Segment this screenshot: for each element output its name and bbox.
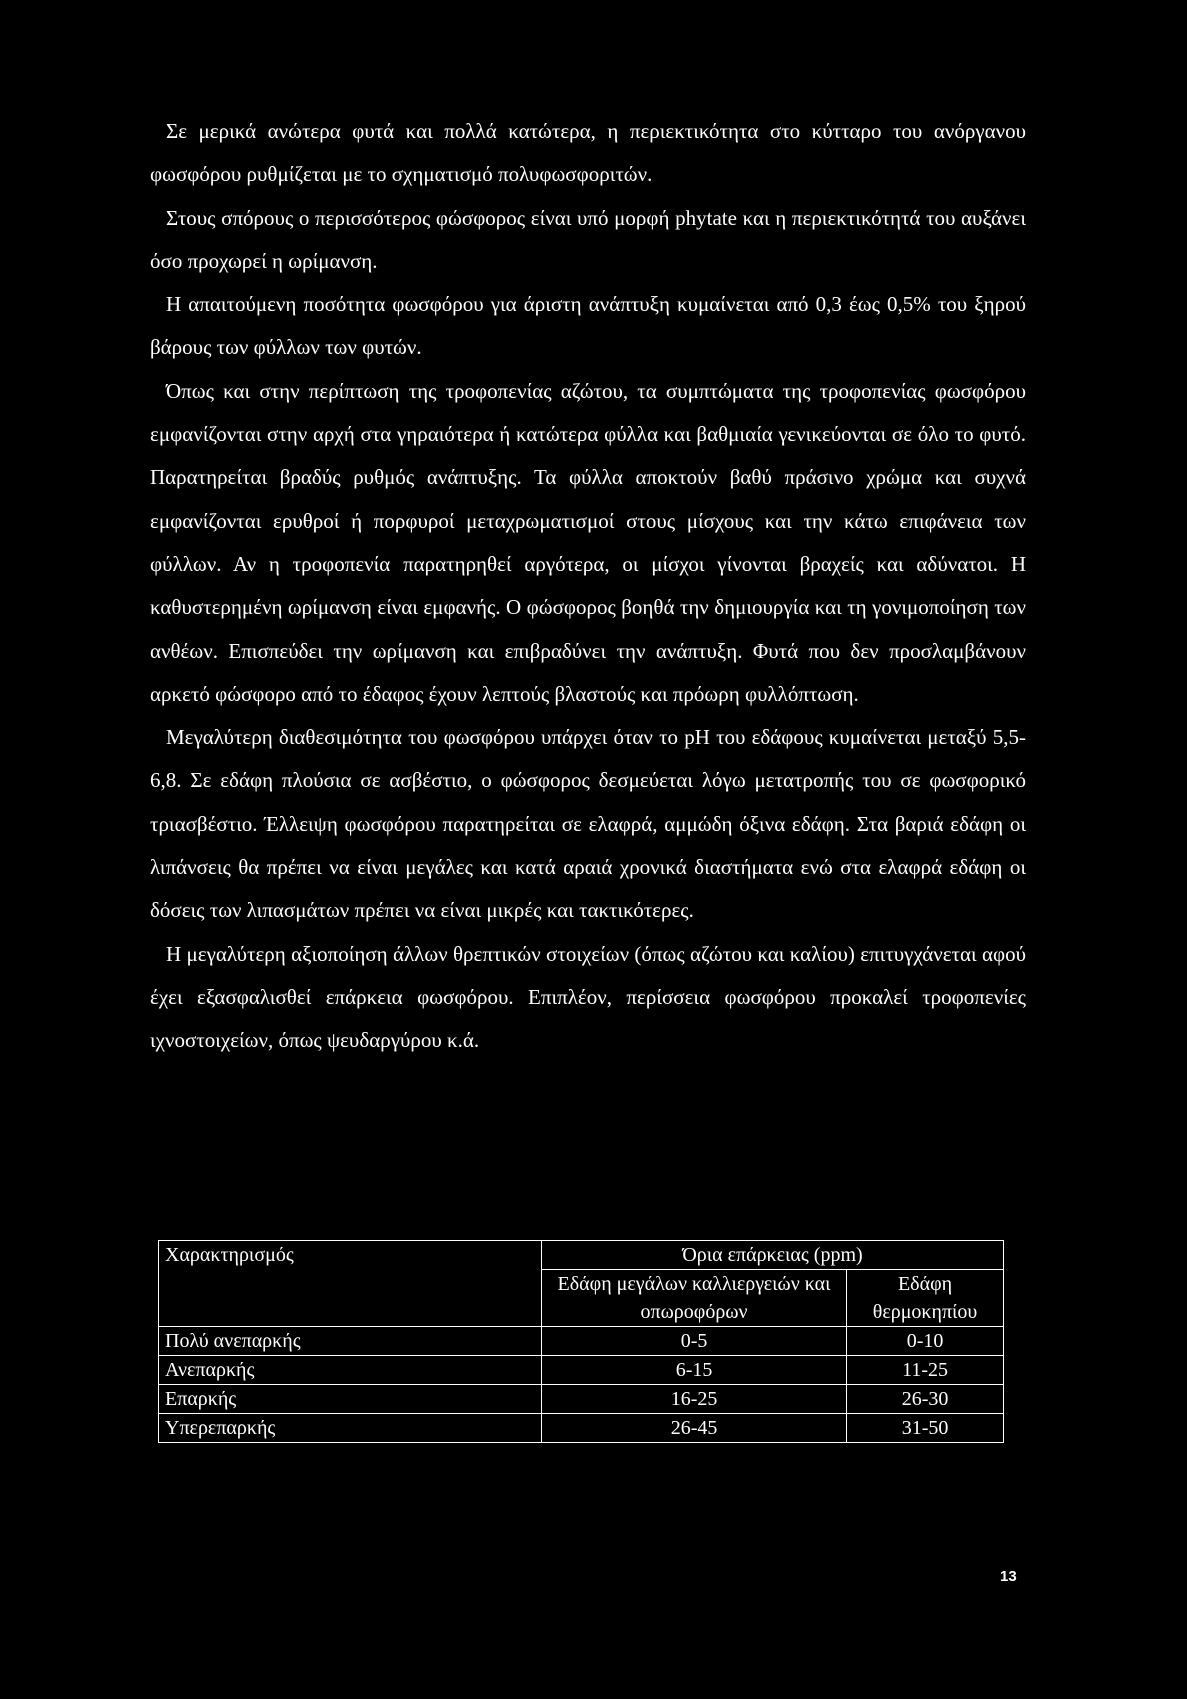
paragraph-2: Στους σπόρους ο περισσότερος φώσφορος είναι υπό μορφή phytate και η περιεκτικότητά του αυξάνει όσο προχωρεί η ωρίμανση.: [150, 205, 1026, 273]
row-greenhouse-value: 0-10: [847, 1327, 1004, 1356]
row-field-value: 0-5: [542, 1327, 847, 1356]
table-row: [159, 1414, 1004, 1443]
table-row: [159, 1356, 1004, 1385]
header-characterization: Χαρακτηρισμός: [159, 1241, 542, 1327]
paragraph-6: Η μεγαλύτερη αξιοποίηση άλλων θρεπτικών στοιχείων (όπως αζώτου και καλίου) επιτυγχάνεται αφού έχει εξασφαλισθεί επάρκεια φωσφόρου. Επιπλέον, περίσσεια φωσφόρου προκαλεί τροφοπενίες ιχνοστοιχείων, όπως ψευδαργύρου κ.ά.: [150, 941, 1026, 1053]
row-greenhouse-value: 26-30: [847, 1385, 1004, 1414]
table-header-row: [159, 1241, 1004, 1270]
row-field-value: 16-25: [542, 1385, 847, 1414]
paragraph-5: Μεγαλύτερη διαθεσιμότητα του φωσφόρου υπάρχει όταν το pH του εδάφους κυμαίνεται μεταξύ 5,5-6,8. Σε εδάφη πλούσια σε ασβέστιο, ο φώσφορος δεσμεύεται λόγω μετατροπής του σε φωσφορικό τριασβέστιο. Έλλειψη φωσφόρου παρατηρείται σε ελαφρά, αμμώδη όξινα εδάφη. Στα βαριά εδάφη οι λιπάνσεις θα πρέπει να είναι μεγάλες και κατά αραιά χρονικά διαστήματα ενώ στα ελαφρά εδάφη οι δόσεις των λιπασμάτων πρέπει να είναι μικρές και τακτικότερες.: [150, 725, 1026, 923]
row-label: Επαρκής: [159, 1385, 542, 1414]
row-label: Πολύ ανεπαρκής: [159, 1327, 542, 1356]
row-field-value: 6-15: [542, 1356, 847, 1385]
page-number: 13: [1000, 1568, 1017, 1585]
header-field-soils: Εδάφη μεγάλων καλλιεργειών και οπωροφόρων: [542, 1270, 847, 1327]
paragraph-3: Η απαιτούμενη ποσότητα φωσφόρου για άριστη ανάπτυξη κυμαίνεται από 0,3 έως 0,5% του ξηρού βάρους των φύλλων των φυτών.: [150, 292, 1026, 360]
table-row: [159, 1327, 1004, 1356]
table-row: [159, 1385, 1004, 1414]
row-field-value: 26-45: [542, 1414, 847, 1443]
paragraph-4: Όπως και στην περίπτωση της τροφοπενίας αζώτου, τα συμπτώματα της τροφοπενίας φωσφόρου εμφανίζονται στην αρχή στα γηραιότερα ή κατώτερα φύλλα και βαθμιαία γενικεύονται σε όλο το φυτό. Παρατηρείται βραδύς ρυθμός ανάπτυξης. Τα φύλλα αποκτούν βαθύ πράσινο χρώμα και συχνά εμφανίζονται ερυθροί ή πορφυροί μεταχρωματισμοί στους μίσχους και την κάτω επιφάνεια των φύλλων. Αν η τροφοπενία παρατηρηθεί αργότερα, οι μίσχοι γίνονται βραχείς και αδύνατοι. Η καθυστερημένη ωρίμανση είναι εμφανής. Ο φώσφορος βοηθά την δημιουργία και τη γονιμοποίηση των ανθέων. Επισπεύδει την ωρίμανση και επιβραδύνει την ανάπτυξη. Φυτά που δεν προσλαμβάνουν αρκετό φώσφορο από το έδαφος έχουν λεπτούς βλαστούς και πρόωρη φυλλόπτωση.: [150, 378, 1026, 706]
body-text: [150, 110, 1026, 1063]
paragraph-1: Σε μερικά ανώτερα φυτά και πολλά κατώτερα, η περιεκτικότητα στο κύτταρο του ανόργανου φωσφόρου ρυθμίζεται με το σχηματισμό πολυφωσφοριτών.: [150, 119, 1026, 187]
row-greenhouse-value: 31-50: [847, 1414, 1004, 1443]
row-label: Ανεπαρκής: [159, 1356, 542, 1385]
header-sufficiency-limits: Όρια επάρκειας (ppm): [542, 1241, 1004, 1270]
sufficiency-table: [158, 1240, 1004, 1443]
row-greenhouse-value: 11-25: [847, 1356, 1004, 1385]
row-label: Υπερεπαρκής: [159, 1414, 542, 1443]
header-greenhouse-soils: Εδάφη θερμοκηπίου: [847, 1270, 1004, 1327]
